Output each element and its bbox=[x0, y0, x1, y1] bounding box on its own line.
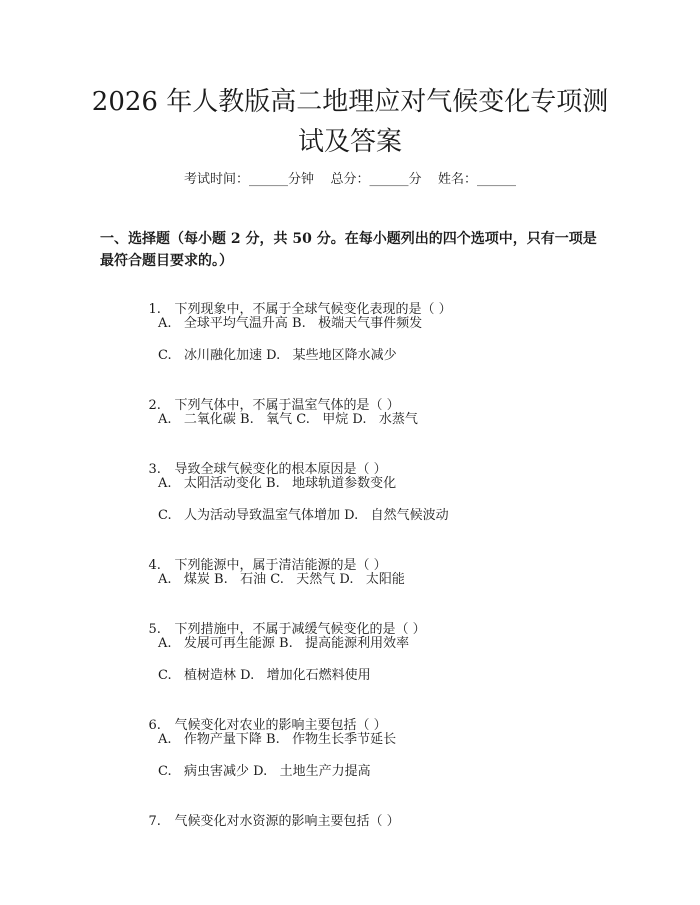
question-number: 4. bbox=[148, 558, 161, 573]
question-5-options-row-2: C. 植树造林 D. 增加化石燃料使用 bbox=[158, 668, 371, 683]
document-title bbox=[60, 82, 640, 162]
question-3-options-row-1: A. 太阳活动变化 B. 地球轨道参数变化 bbox=[158, 476, 397, 491]
title-line-1: 2026 年人教版高二地理应对气候变化专项测 bbox=[91, 87, 609, 117]
question-2-options-row-1: A. 二氧化碳 B. 氧气 C. 甲烷 D. 水蒸气 bbox=[158, 412, 418, 427]
question-6-options-row-1: A. 作物产量下降 B. 作物生长季节延长 bbox=[158, 732, 397, 747]
question-5-options-row-1: A. 发展可再生能源 B. 提高能源利用效率 bbox=[158, 636, 410, 651]
question-number: 6. bbox=[148, 718, 161, 733]
title-line-2: 试及答案 bbox=[297, 127, 402, 157]
exam-meta-line: 考试时间：______分钟 总分：______分 姓名：______ bbox=[183, 172, 517, 187]
question-1-options-row-2: C. 冰川融化加速 D. 某些地区降水减少 bbox=[158, 348, 397, 363]
question-number: 7. bbox=[148, 814, 161, 829]
question-text: 导致全球气候变化的根本原因是（ ） bbox=[174, 462, 387, 477]
question-number: 3. bbox=[148, 462, 161, 477]
section-heading: 一、选择题（每小题 2 分，共 50 分。在每小题列出的四个选项中，只有一项是最符合题目要求的。） bbox=[100, 231, 597, 269]
question-6-options-row-2: C. 病虫害减少 D. 土地生产力提高 bbox=[158, 764, 371, 779]
question-7 bbox=[132, 795, 400, 849]
question-text: 下列气体中，不属于温室气体的是（ ） bbox=[174, 398, 400, 413]
question-text: 气候变化对水资源的影响主要包括（ ） bbox=[174, 814, 400, 829]
question-number: 5. bbox=[148, 622, 161, 637]
question-3-options-row-2: C. 人为活动导致温室气体增加 D. 自然气候波动 bbox=[158, 508, 449, 523]
question-text: 下列措施中，不属于减缓气候变化的是（ ） bbox=[174, 622, 426, 637]
question-1-options-row-1: A. 全球平均气温升高 B. 极端天气事件频发 bbox=[158, 316, 423, 331]
question-number: 1. bbox=[148, 302, 161, 317]
question-text: 下列能源中，属于清洁能源的是（ ） bbox=[174, 558, 387, 573]
question-text: 气候变化对农业的影响主要包括（ ） bbox=[174, 718, 387, 733]
question-text: 下列现象中，不属于全球气候变化表现的是（ ） bbox=[174, 302, 452, 317]
question-number: 2. bbox=[148, 398, 161, 413]
question-4-options-row-1: A. 煤炭 B. 石油 C. 天然气 D. 太阳能 bbox=[158, 572, 405, 587]
